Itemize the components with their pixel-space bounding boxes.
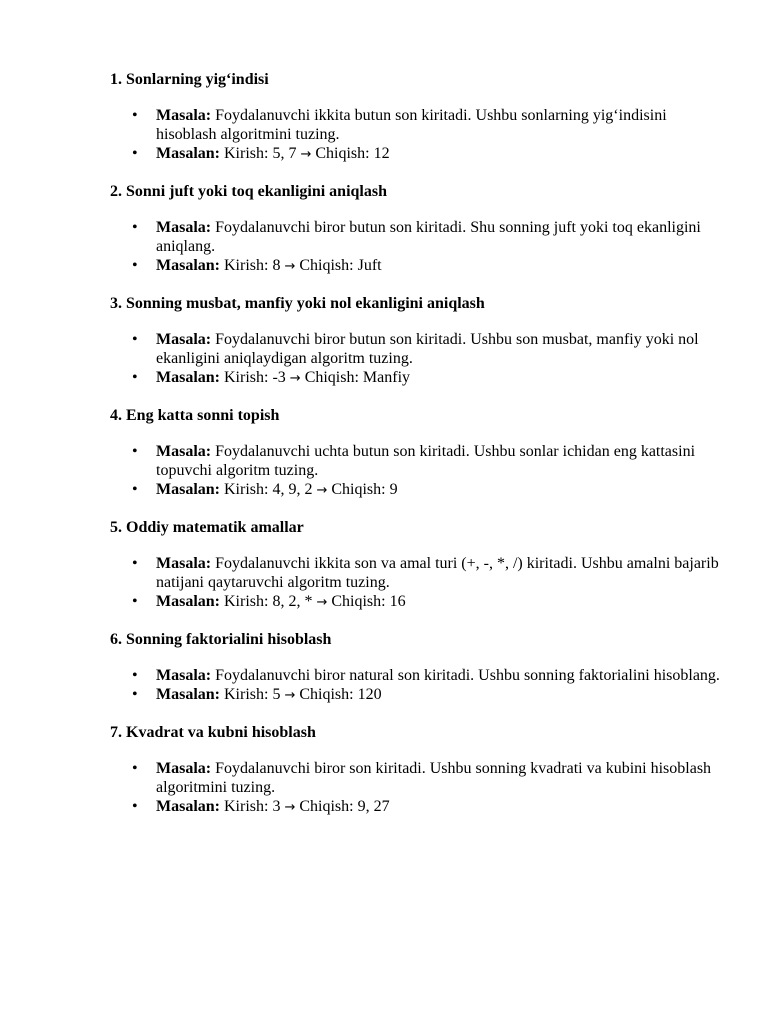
arrow-icon: → — [300, 147, 312, 162]
task-label: Masala: — [156, 760, 212, 777]
example-output: Chiqish: 9, 27 — [299, 798, 390, 815]
arrow-icon: → — [289, 371, 301, 386]
example-output: Chiqish: 12 — [315, 145, 390, 162]
exercise-section-2 — [110, 182, 720, 276]
exercise-items — [110, 442, 720, 500]
task-item — [110, 218, 720, 256]
task-item — [110, 666, 720, 685]
arrow-icon: → — [316, 595, 328, 610]
bullet-icon: • — [132, 760, 138, 777]
task-item — [110, 759, 720, 797]
exercise-items — [110, 106, 720, 164]
bullet-icon: • — [132, 798, 138, 815]
example-label: Masalan: — [156, 257, 220, 274]
bullet-icon: • — [132, 257, 138, 274]
exercise-items — [110, 759, 720, 817]
bullet-icon: • — [132, 219, 138, 236]
example-output: Chiqish: 16 — [331, 593, 406, 610]
exercise-items — [110, 666, 720, 705]
example-label: Masalan: — [156, 481, 220, 498]
example-item — [110, 685, 720, 705]
task-text: Foydalanuvchi ikkita son va amal turi (+, -, *, /) kiritadi. Ushbu amalni bajarib natijani qaytaruvchi algoritm tuzing. — [156, 555, 719, 591]
example-input: Kirish: 5, 7 — [224, 145, 297, 162]
task-label: Masala: — [156, 667, 212, 684]
arrow-icon: → — [284, 259, 296, 274]
task-text: Foydalanuvchi biror butun son kiritadi. Ushbu son musbat, manfiy yoki nol ekanligini aniqlaydigan algoritm tuzing. — [156, 331, 699, 367]
exercise-list — [110, 70, 720, 835]
task-label: Masala: — [156, 443, 212, 460]
exercise-items — [110, 554, 720, 612]
task-item — [110, 106, 720, 144]
exercise-title: 2. Sonni juft yoki toq ekanligini aniqlash — [110, 183, 387, 200]
exercise-items — [110, 218, 720, 276]
exercise-title: 1. Sonlarning yig‘indisi — [110, 71, 269, 88]
example-input: Kirish: 8, 2, * — [224, 593, 313, 610]
bullet-icon: • — [132, 593, 138, 610]
example-label: Masalan: — [156, 593, 220, 610]
exercise-section-3 — [110, 294, 720, 388]
example-item — [110, 368, 720, 388]
bullet-icon: • — [132, 555, 138, 572]
example-item — [110, 797, 720, 817]
task-text: Foydalanuvchi biror natural son kiritadi. Ushbu sonning faktorialini hisoblang. — [215, 667, 720, 684]
example-label: Masalan: — [156, 369, 220, 386]
example-item — [110, 592, 720, 612]
example-label: Masalan: — [156, 145, 220, 162]
task-item — [110, 330, 720, 368]
example-output: Chiqish: 120 — [299, 686, 382, 703]
bullet-icon: • — [132, 107, 138, 124]
exercise-title: 5. Oddiy matematik amallar — [110, 519, 304, 536]
exercise-section-1 — [110, 70, 720, 164]
task-label: Masala: — [156, 331, 212, 348]
task-label: Masala: — [156, 107, 212, 124]
bullet-icon: • — [132, 443, 138, 460]
bullet-icon: • — [132, 369, 138, 386]
task-item — [110, 554, 720, 592]
exercise-items — [110, 330, 720, 388]
task-label: Masala: — [156, 219, 212, 236]
exercise-title: 4. Eng katta sonni topish — [110, 407, 280, 424]
bullet-icon: • — [132, 667, 138, 684]
bullet-icon: • — [132, 145, 138, 162]
task-text: Foydalanuvchi biror butun son kiritadi. Shu sonning juft yoki toq ekanligini aniqlang. — [156, 219, 701, 255]
bullet-icon: • — [132, 331, 138, 348]
example-input: Kirish: -3 — [224, 369, 286, 386]
example-label: Masalan: — [156, 686, 220, 703]
arrow-icon: → — [284, 688, 296, 703]
exercise-section-7 — [110, 723, 720, 817]
task-item — [110, 442, 720, 480]
exercise-title: 3. Sonning musbat, manfiy yoki nol ekanligini aniqlash — [110, 295, 485, 312]
exercise-title: 6. Sonning faktorialini hisoblash — [110, 631, 332, 648]
example-item — [110, 480, 720, 500]
arrow-icon: → — [284, 800, 296, 815]
example-input: Kirish: 3 — [224, 798, 281, 815]
bullet-icon: • — [132, 686, 138, 703]
example-item — [110, 256, 720, 276]
example-output: Chiqish: Juft — [299, 257, 382, 274]
example-input: Kirish: 5 — [224, 686, 281, 703]
exercise-section-6 — [110, 630, 720, 705]
example-output: Chiqish: 9 — [331, 481, 398, 498]
example-item — [110, 144, 720, 164]
bullet-icon: • — [132, 481, 138, 498]
exercise-section-5 — [110, 518, 720, 612]
arrow-icon: → — [316, 483, 328, 498]
exercise-section-4 — [110, 406, 720, 500]
example-input: Kirish: 4, 9, 2 — [224, 481, 313, 498]
example-output: Chiqish: Manfiy — [304, 369, 411, 386]
example-label: Masalan: — [156, 798, 220, 815]
task-text: Foydalanuvchi uchta butun son kiritadi. Ushbu sonlar ichidan eng kattasini topuvchi algoritm tuzing. — [156, 443, 696, 479]
task-text: Foydalanuvchi biror son kiritadi. Ushbu sonning kvadrati va kubini hisoblash algoritmini tuzing. — [156, 760, 712, 796]
example-input: Kirish: 8 — [224, 257, 281, 274]
exercise-title: 7. Kvadrat va kubni hisoblash — [110, 724, 316, 741]
task-label: Masala: — [156, 555, 212, 572]
task-text: Foydalanuvchi ikkita butun son kiritadi. Ushbu sonlarning yig‘indisini hisoblash algoritmini tuzing. — [156, 107, 667, 143]
